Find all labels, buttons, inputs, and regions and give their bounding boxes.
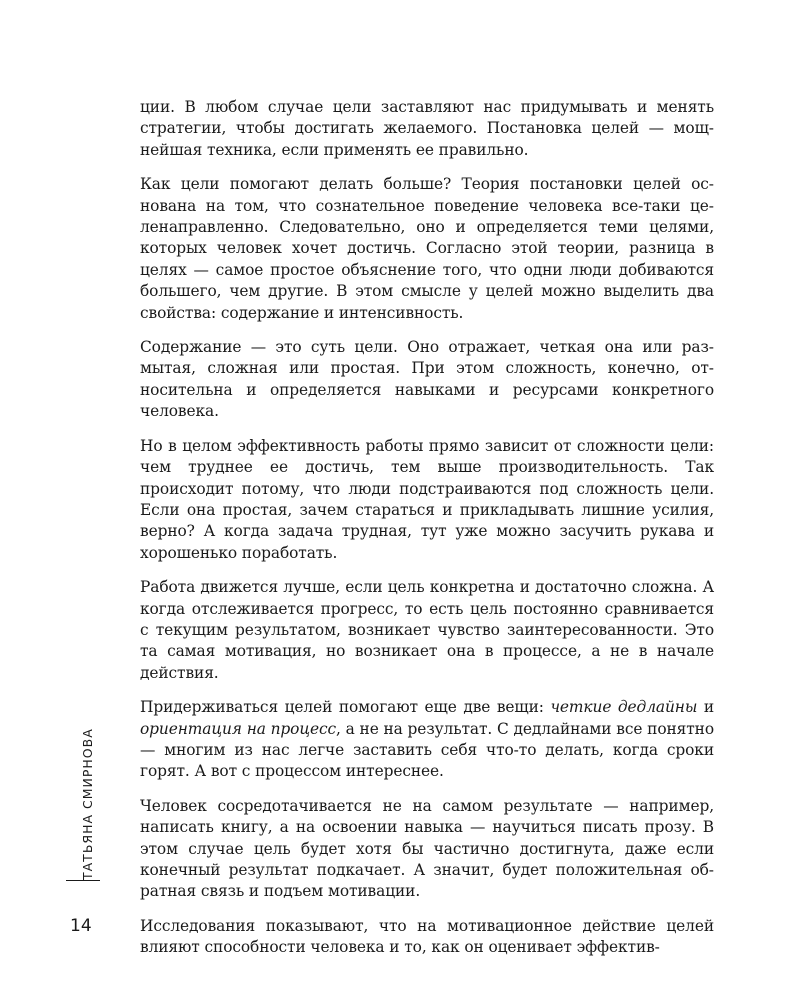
- paragraph-6-text-3: , а не на результат. С дедлайнами все понятно — многим из нас легче заставить себя что-то делать, когда сроки горят. А вот с процессом интереснее.: [140, 719, 714, 781]
- italic-deadlines: четкие дедлайны: [550, 698, 698, 717]
- margin-rule: [66, 880, 100, 881]
- running-head-author: ТАТЬЯНА СМИРНОВА: [80, 728, 95, 880]
- paragraph-5: Работа движется лучше, если цель конкретна и достаточно сложна. А когда отслеживается прогресс, то есть цель постоянно сравнивается с текущим результатом, возникает чувство заинтересованности. Это та самая мотивация, но возникает она в процессе, а не в начале действия.: [140, 578, 714, 682]
- paragraph-7: Человек сосредотачивается не на самом результате — например, написать книгу, а на освоении навыка — научиться писать прозу. В этом случае цель будет хотя бы частично достигнута, даже если конечный результат подкачает. А значит, будет положительная обратная связь и подъем мотивации.: [140, 796, 714, 901]
- paragraph-3: Содержание — это суть цели. Оно отражает, четкая она или размытая, сложная или простая. При этом сложность, конечно, относительна и определяется навыками и ресурсами конкретного человека.: [140, 338, 714, 421]
- italic-process-orientation: ориентация на процесс: [140, 719, 337, 738]
- paragraph-4: Но в целом эффективность работы прямо зависит от сложности цели: чем труднее ее достичь, тем выше производительность. Так происходит потому, что люди подстраиваются под сложность цели. Если она простая, зачем стараться и прикладывать лишние усилия, верно? А когда задача трудная, тут уже можно засучить рукава и хорошенько поработать.: [140, 436, 714, 562]
- page-body: [140, 97, 714, 972]
- page-number: 14: [70, 916, 92, 936]
- paragraph-2: Как цели помогают делать больше? Теория постановки целей основана на том, что сознательное поведение человека все-таки целенаправленно. Следовательно, оно и определяется теми целями, которых человек хочет достичь. Согласно этой теории, разница в целях — самое простое объяснение того, что одни люди добиваются большего, чем другие. В этом смысле у целей можно выделить два свойства: содержание и интенсивность.: [140, 175, 714, 322]
- paragraph-6: [140, 697, 714, 783]
- paragraph-6-text-1: Придерживаться целей помогают еще две вещи:: [140, 698, 551, 717]
- paragraph-6-text-2: и: [697, 698, 715, 717]
- paragraph-8: Исследования показывают, что на мотивационное действие целей влияют способности человека и то, как он оценивает эффектив-: [140, 916, 714, 957]
- paragraph-1: ции. В любом случае цели заставляют нас придумывать и менять стратегии, чтобы достигать желаемого. Постановка целей — мощнейшая техника, если применять ее правильно.: [140, 98, 714, 159]
